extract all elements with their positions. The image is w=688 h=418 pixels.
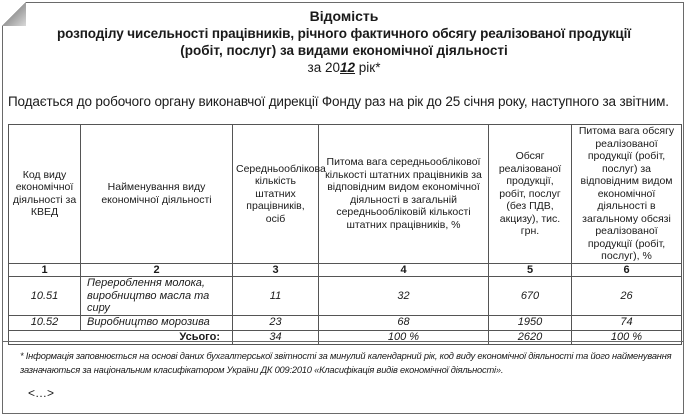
document-title (0, 8, 688, 77)
row-activity-name: Перероблення молока, виробництво масла та сиру (81, 277, 233, 316)
column-number: 2 (81, 263, 233, 277)
row-volume-share: 26 (572, 277, 682, 316)
row-employees-share: 68 (319, 315, 489, 330)
title-year-line (0, 59, 688, 77)
total-employees-share: 100 % (319, 330, 489, 344)
header-kved-code: Код виду економічної діяльності за КВЕД (9, 125, 81, 264)
header-employees-share: Питома вага середньооблікової кількості штатних працівників за відповідним видом економічної діяльності в загальній середньообліковій кількості штатних працівників, % (319, 125, 489, 264)
total-volume: 2620 (489, 330, 572, 344)
title-line-3: (робіт, послуг) за видами економічної діяльності (180, 43, 508, 58)
distribution-table-container (8, 124, 681, 345)
footnote-divider (3, 341, 683, 342)
row-volume: 1950 (489, 315, 572, 330)
total-volume-share: 100 % (572, 330, 682, 344)
title-line-1: Відомість (309, 8, 379, 24)
row-code: 10.52 (9, 315, 81, 330)
row-code: 10.51 (9, 277, 81, 316)
row-activity-name: Виробництво морозива (81, 315, 233, 330)
table-row (9, 315, 682, 330)
year-prefix: за 20 (307, 60, 340, 75)
year-suffix: рік* (355, 60, 381, 75)
omission-marker: <…> (28, 386, 55, 400)
column-number: 6 (572, 263, 682, 277)
header-volume-share: Питома вага обсягу реалізованої продукції (робіт, послуг) за відповідним видом економічної діяльності в загальному обсязі реалізованої продукції (робіт, послуг), % (572, 125, 682, 264)
total-employees: 34 (233, 330, 319, 344)
table-header-row (9, 125, 682, 264)
submission-instruction: Подається до робочого органу виконавчої дирекції Фонду раз на рік до 25 січня року, наступного за звітним. (8, 94, 669, 109)
row-employees: 23 (233, 315, 319, 330)
column-number: 4 (319, 263, 489, 277)
title-line-2: розподілу чисельності працівників, річного фактичного обсягу реалізованої продукції (57, 26, 631, 41)
header-employees: Середньооблікова кількість штатних працівників, осіб (233, 125, 319, 264)
footnote: * Інформація заповнюється на основі даних бухгалтерської звітності за минулий календарний рік, код виду економічної діяльності та його найменування зазначаються за національним класифікатором України ДК 009:2010 «Класифікація видів економічної діяльності». (20, 351, 672, 375)
distribution-table (8, 124, 682, 345)
row-employees-share: 32 (319, 277, 489, 316)
column-number: 5 (489, 263, 572, 277)
row-volume: 670 (489, 277, 572, 316)
header-volume: Обсяг реалізованої продукції, робіт, послуг (без ПДВ, акцизу), тис. грн. (489, 125, 572, 264)
column-number: 3 (233, 263, 319, 277)
column-number-row (9, 263, 682, 277)
row-volume-share: 74 (572, 315, 682, 330)
year-value: 12 (340, 60, 356, 75)
row-employees: 11 (233, 277, 319, 316)
header-activity-name: Найменування виду економічної діяльності (81, 125, 233, 264)
column-number: 1 (9, 263, 81, 277)
total-label: Усього: (9, 330, 233, 344)
table-row (9, 277, 682, 316)
